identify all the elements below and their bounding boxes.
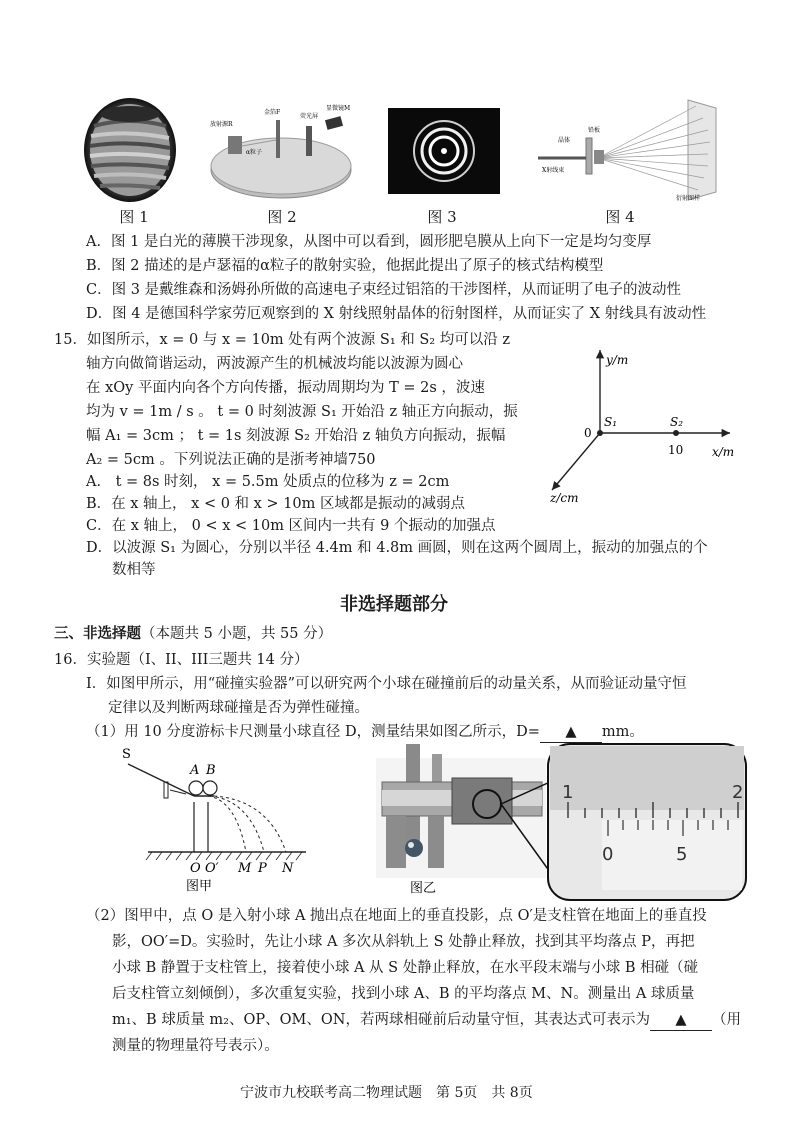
figure-4-laue-diffraction xyxy=(538,96,720,202)
q16-part-2-line-5-text: m₁、B 球质量 m₂、OP、OM、ON，若两球相碰前后动量守恒，其表达式可表示为 xyxy=(112,1012,650,1028)
q16-part-2-line-5-tail: （用 xyxy=(711,1012,741,1028)
figure-1-soap-film xyxy=(82,96,178,204)
fig4-label-beam: X射线束 xyxy=(542,167,565,174)
page-footer: 宁波市九校联考高二物理试题 第 5页 共 8页 xyxy=(240,1085,533,1101)
q14-option-c: C．图 3 是戴维森和汤姆孙所做的高速电子束经过铝箔的干涉图样，从而证明了电子的波动性 xyxy=(86,282,682,298)
q16-intro-line-1: I．如图甲所示，用“碰撞实验器”可以研究两个小球在碰撞前后的动量关系，从而验证动量守恒 xyxy=(86,676,687,692)
fig2-label-source: 放射源R xyxy=(210,121,233,128)
q15-option-d-line-2: 数相等 xyxy=(112,562,156,578)
figure-jia-caption: 图甲 xyxy=(186,879,213,894)
jia-label-n: N xyxy=(282,861,294,876)
fig2-label-alpha: α粒子 xyxy=(246,149,263,156)
q15-origin-label: 0 xyxy=(584,426,592,440)
figure-yi-vernier-caliper xyxy=(372,742,752,902)
q15-s2-label: S₂ xyxy=(670,415,684,429)
jia-label-o-prime: O′ xyxy=(205,861,219,876)
q15-axis-y-label: y/m xyxy=(606,353,629,367)
fig2-label-microscope: 显微镜M xyxy=(326,105,351,112)
q15-stem-line-6: A₂ = 5cm 。下列说法正确的是浙考神墙750 xyxy=(86,452,376,468)
vernier-label-5: 5 xyxy=(676,844,688,865)
fig2-label-screen: 荧光屏 xyxy=(300,113,319,120)
jia-label-m: M xyxy=(238,861,252,876)
jia-label-s: S xyxy=(122,747,131,762)
jia-label-o: O xyxy=(190,861,201,876)
section-heading-label: 三、非选择题 xyxy=(54,625,141,642)
q14-option-b: B．图 2 描述的是卢瑟福的α粒子的散射实验，他据此提出了原子的核式结构模型 xyxy=(86,258,604,274)
figure-2-rutherford-apparatus xyxy=(208,96,354,202)
fig4-label-crystal: 晶体 xyxy=(558,137,571,144)
q15-s1-label: S₁ xyxy=(604,415,618,429)
q15-axis-z-label: z/cm xyxy=(550,491,579,505)
q15-stem-line-5: 幅 A₁ = 3cm ； t = 1s 刻波源 S₂ 开始沿 z 轴负方向振动，振幅 xyxy=(86,428,506,444)
answer-blank-diameter[interactable]: ▲ xyxy=(540,722,602,743)
figure-yi-caption: 图乙 xyxy=(410,881,437,896)
section-title: 非选择题部分 xyxy=(340,594,448,615)
q15-axes-diagram xyxy=(540,340,750,510)
q16-part-2-line-1: （2）图甲中，点 O 是入射小球 A 抛出点在地面上的垂直投影，点 O′是支柱管在地面上的垂直投 xyxy=(86,908,707,924)
q14-option-d: D．图 4 是德国科学家劳厄观察到的 X 射线照射晶体的衍射图样，从而证实了 X 射线具有波动性 xyxy=(86,306,707,322)
q15-option-c: C．在 x 轴上， 0 < x < 10m 区间内一共有 9 个振动的加强点 xyxy=(86,518,496,534)
q14-option-a: A．图 1 是白光的薄膜干涉现象，从图中可以看到，圆形肥皂膜从上向下一定是均匀变厚 xyxy=(86,234,652,250)
jia-label-p: P xyxy=(258,861,267,876)
q16-part-2-line-5 xyxy=(112,1010,741,1031)
q15-stem-line-4: 均为 v = 1m / s 。 t = 0 时刻波源 S₁ 开始沿 z 轴正方向振动，振 xyxy=(86,404,518,420)
section-heading-note: （本题共 5 小题，共 55 分） xyxy=(141,626,333,642)
fig4-label-lead: 铅板 xyxy=(588,127,601,134)
q15-tick-10: 10 xyxy=(668,443,684,457)
jia-label-b: B xyxy=(206,763,216,778)
q15-stem-line-2: 轴方向做简谐运动，两波源产生的机械波均能以波源为圆心 xyxy=(86,356,463,372)
q16-title: 16．实验题（I、II、III三题共 14 分） xyxy=(54,652,309,668)
q15-option-a: A． t = 8s 时刻， x = 5.5m 处质点的位移为 z = 2cm xyxy=(86,474,450,490)
figure-1-caption: 图 1 xyxy=(119,208,149,226)
answer-blank-expression[interactable]: ▲ xyxy=(650,1010,712,1031)
q16-part-2-line-4: 后支柱管立刻倾倒），多次重复实验，找到小球 A、B 的平均落点 M、N。测量出 A 球质量 xyxy=(112,986,695,1002)
q16-part-2-line-2: 影，OO′=D。实验时，先让小球 A 多次从斜轨上 S 处静止释放，找到其平均落点 P，再把 xyxy=(112,934,695,950)
section-heading xyxy=(54,624,332,644)
figure-4-caption: 图 4 xyxy=(605,208,635,226)
q15-stem-line-1: 15．如图所示，x = 0 与 x = 10m 处有两个波源 S₁ 和 S₂ 均可以沿 z xyxy=(54,332,510,348)
q15-option-d-line-1: D．以波源 S₁ 为圆心，分别以半径 4.4m 和 4.8m 画圆，则在这两个圆周上，振动的加强点的个 xyxy=(86,540,708,556)
q15-option-b: B．在 x 轴上， x < 0 和 x > 10m 区域都是振动的减弱点 xyxy=(86,496,466,512)
q15-axis-x-label: x/m xyxy=(712,445,735,459)
figure-3-caption: 图 3 xyxy=(427,208,457,226)
q16-intro-line-2: 定律以及判断两球碰撞是否为弹性碰撞。 xyxy=(108,700,369,716)
main-scale-label-1: 1 xyxy=(562,782,574,803)
fig4-label-pattern: 衍射图样 xyxy=(676,195,701,202)
q16-part-1-text: （1）用 10 分度游标卡尺测量小球直径 D，测量结果如图乙所示，D= xyxy=(86,724,540,740)
main-scale-label-2: 2 xyxy=(732,782,744,803)
figure-2-caption: 图 2 xyxy=(267,208,297,226)
vernier-label-0: 0 xyxy=(602,844,614,865)
jia-label-a: A xyxy=(190,763,200,778)
q16-part-2-line-3: 小球 B 静置于支柱管上，接着使小球 A 从 S 处静止释放，在水平段末端与小球 B 相碰（碰 xyxy=(112,960,699,976)
q16-part-2-line-6: 测量的物理量符号表示）。 xyxy=(112,1038,279,1054)
figure-3-electron-diffraction xyxy=(388,108,500,194)
q16-part-1-unit: mm。 xyxy=(601,724,644,740)
figure-jia-collision-apparatus xyxy=(110,744,310,894)
q15-stem-line-3: 在 xOy 平面内向各个方向传播，振动周期均为 T = 2s ，波速 xyxy=(86,380,485,396)
fig2-label-foil: 金箔F xyxy=(264,109,281,116)
q16-part-1 xyxy=(86,722,644,743)
